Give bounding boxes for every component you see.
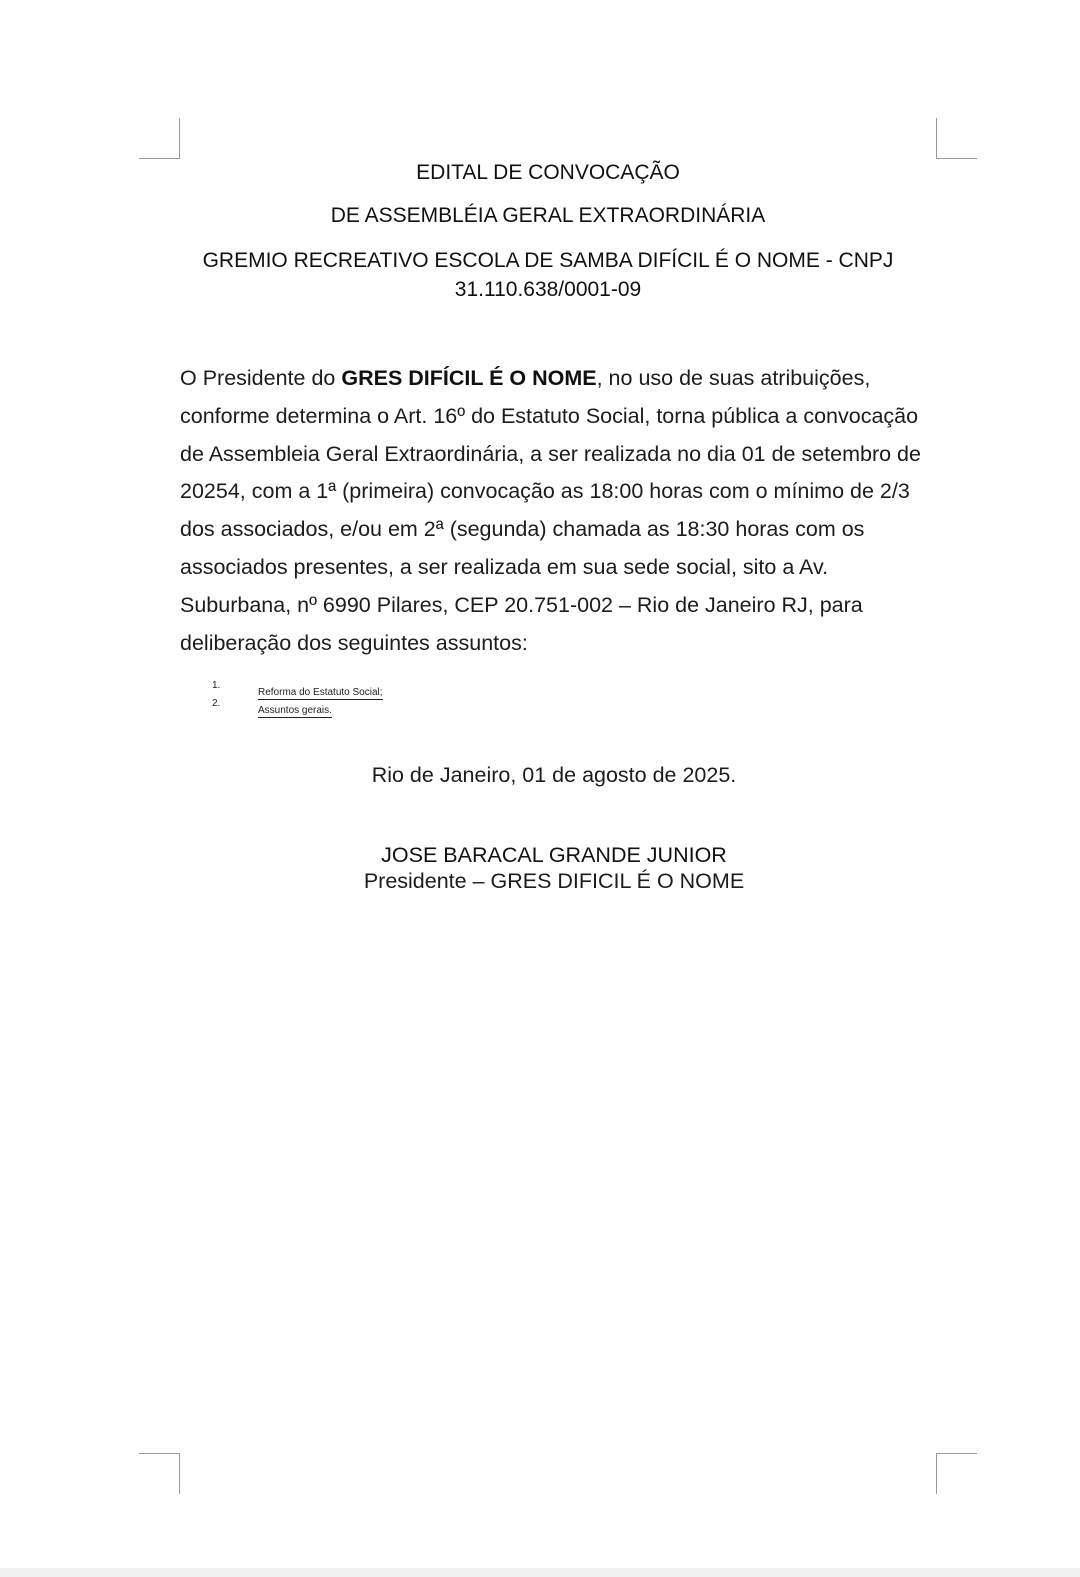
signer-role: Presidente – GRES DIFICIL É O NOME (363, 869, 745, 893)
signer-name: JOSE BARACAL GRANDE JUNIOR (381, 843, 727, 867)
title-org-name: GREMIO RECREATIVO ESCOLA DE SAMBA DIFÍCIL É O NOME - CNPJ (202, 249, 894, 272)
page-corner-mark-bottom-right (936, 1453, 977, 1494)
viewer-bottom-strip (0, 1568, 1080, 1577)
paragraph-org-name: GRES DIFÍCIL É O NOME (341, 366, 597, 390)
page-corner-mark-top-right (936, 118, 977, 159)
title-line-2: DE ASSEMBLÉIA GERAL EXTRAORDINÁRIA (330, 204, 766, 227)
page-corner-mark-top-left (139, 118, 180, 159)
paragraph-intro: O Presidente do (180, 366, 342, 390)
title-line-1: EDITAL DE CONVOCAÇÃO (416, 161, 680, 184)
agenda-item-number: 2. (212, 698, 221, 709)
title-line-3 (180, 246, 916, 304)
agenda-item-text: Reforma do Estatuto Social; (258, 687, 383, 698)
title-cnpj: 31.110.638/0001-09 (454, 278, 642, 301)
agenda-item-number: 1. (212, 680, 221, 691)
convocation-paragraph (180, 360, 932, 662)
paragraph-rest: , no uso de suas atribuições, conforme determina o Art. 16º do Estatuto Social, torna pública a convocação de Assembleia Geral Extraordinária, a ser realizada no dia 01 de setembro de 20254, com a 1ª (primeira) convocação as 18:00 horas com o mínimo de 2/3 dos associados, e/ou em 2ª (segunda) chamada as 18:30 horas com os associados presentes, a ser realizada em sua sede social, sito a Av. Suburbana, nº 6990 Pilares, CEP 20.751-002 – Rio de Janeiro RJ, para deliberação dos seguintes assuntos: (180, 366, 921, 655)
page-corner-mark-bottom-left (139, 1453, 180, 1494)
place-and-date: Rio de Janeiro, 01 de agosto de 2025. (371, 763, 737, 787)
agenda-item-text: Assuntos gerais. (258, 705, 332, 716)
